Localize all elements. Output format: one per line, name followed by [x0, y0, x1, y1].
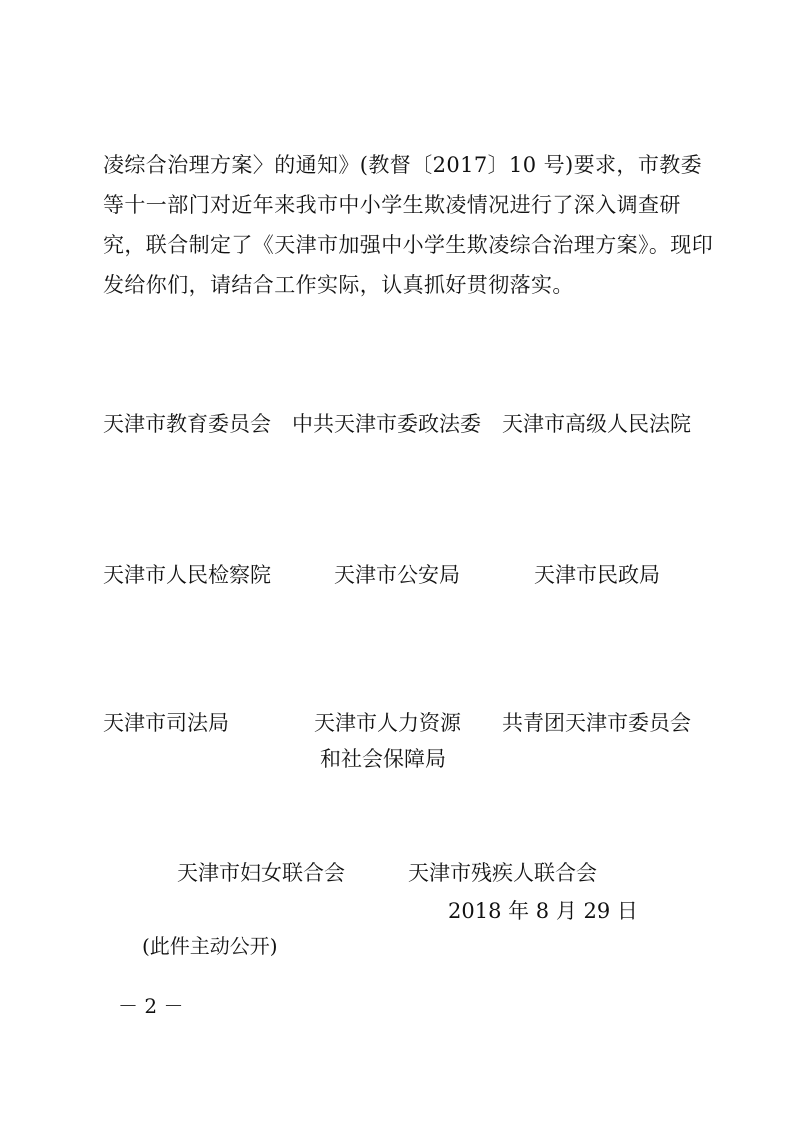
body-paragraph	[103, 145, 714, 305]
signatory-justice-bureau: 天津市司法局	[103, 711, 229, 735]
signatory-high-court: 天津市高级人民法院	[502, 412, 691, 436]
body-line-3: 究，联合制定了《天津市加强中小学生欺凌综合治理方案》。现印	[103, 233, 714, 257]
signatory-human-resources-bureau-cont: 和社会保障局	[320, 747, 446, 771]
signatory-womens-federation: 天津市妇女联合会	[177, 861, 345, 885]
signatory-education-commission: 天津市教育委员会	[103, 412, 271, 436]
signatory-political-legal-committee: 中共天津市委政法委	[292, 412, 481, 436]
body-line-2: 等十一部门对近年来我市中小学生欺凌情况进行了深入调查研	[103, 193, 681, 217]
signatory-human-resources-bureau: 天津市人力资源	[314, 711, 461, 735]
signatory-disabled-persons-federation: 天津市残疾人联合会	[408, 861, 597, 885]
issue-date: 2018 年 8 月 29 日	[448, 899, 638, 923]
signatory-public-security-bureau: 天津市公安局	[334, 563, 460, 587]
page-number: － 2 －	[118, 994, 184, 1018]
signatory-procuratorate: 天津市人民检察院	[103, 563, 271, 587]
signatory-youth-league: 共青团天津市委员会	[502, 711, 691, 735]
disclosure-note: (此件主动公开)	[142, 934, 278, 958]
signatory-civil-affairs-bureau: 天津市民政局	[534, 563, 660, 587]
body-line-4: 发给你们，请结合工作实际，认真抓好贯彻落实。	[103, 273, 574, 297]
body-line-1: 凌综合治理方案〉的通知》(教督〔2017〕10 号)要求，市教委	[103, 153, 703, 177]
